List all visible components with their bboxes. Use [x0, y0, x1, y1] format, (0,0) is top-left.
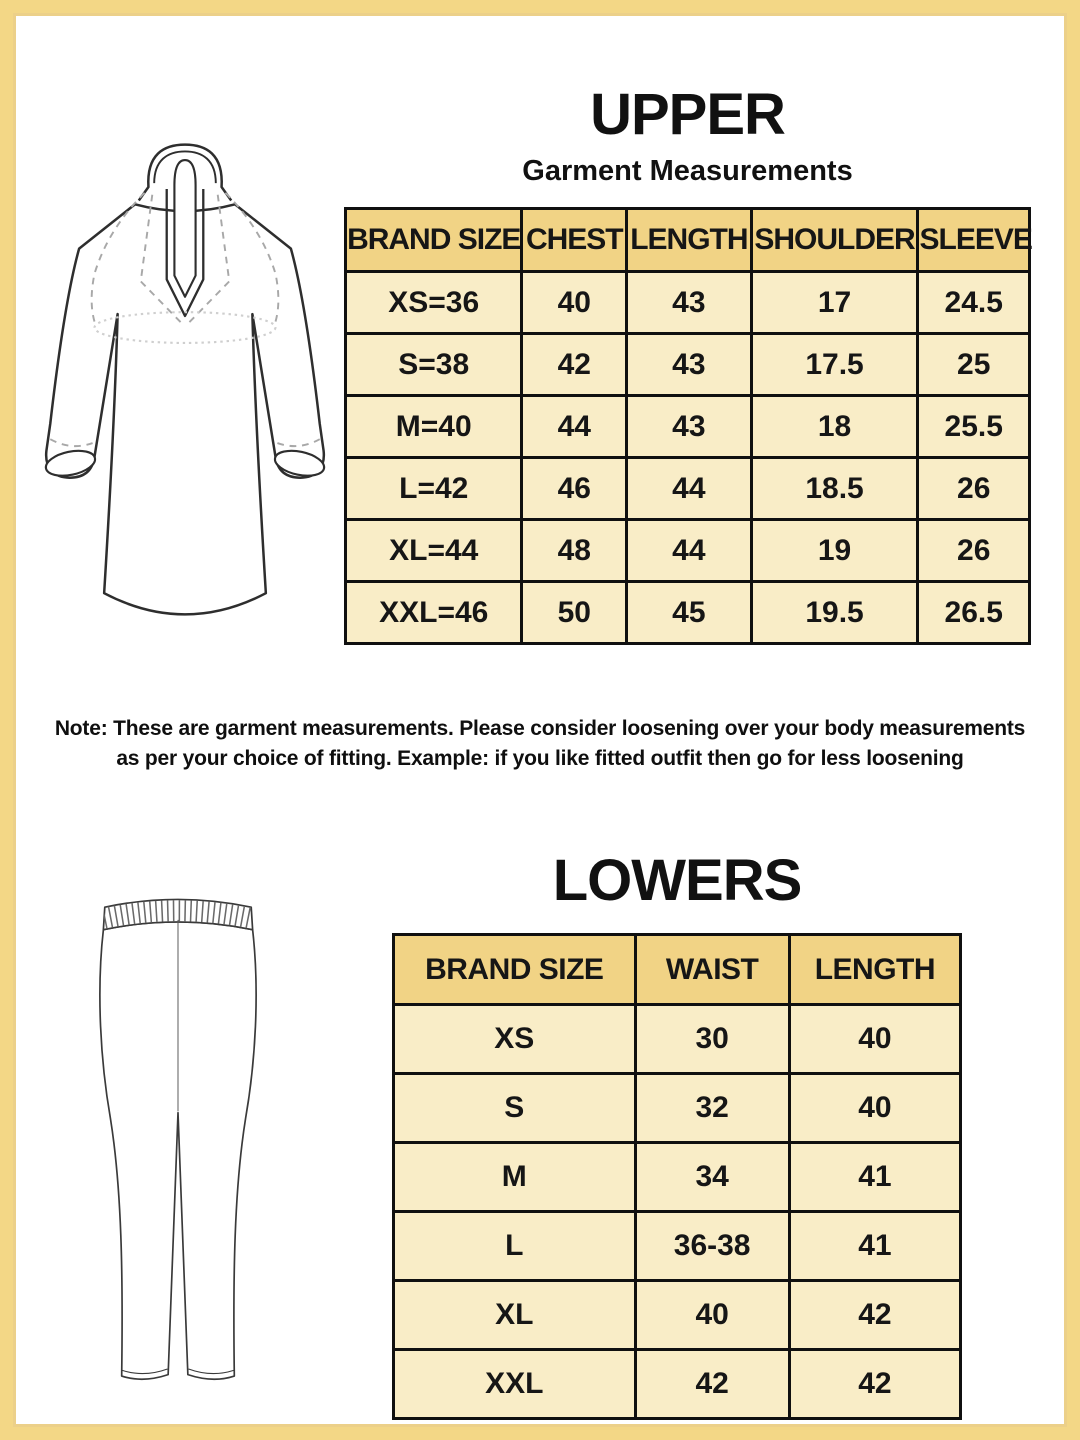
lowers-cell: 30	[635, 1005, 789, 1074]
lowers-cell: 42	[789, 1281, 960, 1350]
upper-cell: 42	[522, 334, 627, 396]
upper-cell: 26.5	[918, 582, 1030, 644]
upper-col-sleeve: SLEEVE	[918, 209, 1030, 272]
upper-cell: XXL=46	[346, 582, 522, 644]
upper-table-header-row	[346, 209, 1030, 272]
upper-cell: 17	[751, 272, 918, 334]
lowers-cell: 42	[789, 1350, 960, 1419]
upper-cell: L=42	[346, 458, 522, 520]
upper-cell: 43	[627, 272, 751, 334]
upper-cell: 25	[918, 334, 1030, 396]
upper-cell: 46	[522, 458, 627, 520]
kurta-placket-inner	[174, 160, 195, 297]
upper-cell: 19.5	[751, 582, 918, 644]
upper-section-subtitle: Garment Measurements	[522, 155, 853, 187]
measurement-note	[25, 714, 1055, 774]
lowers-cell: 40	[789, 1005, 960, 1074]
lowers-col-waist: WAIST	[635, 935, 789, 1005]
lowers-cell: XL	[394, 1281, 636, 1350]
upper-table-row	[346, 396, 1030, 458]
lowers-table-row	[394, 1212, 961, 1281]
lowers-col-length: LENGTH	[789, 935, 960, 1005]
upper-cell: 43	[627, 334, 751, 396]
lowers-cell: 41	[789, 1212, 960, 1281]
upper-cell: 18.5	[751, 458, 918, 520]
lowers-table-row	[394, 1143, 961, 1212]
lowers-cell: 40	[635, 1281, 789, 1350]
lowers-table-row	[394, 1281, 961, 1350]
upper-cell: 25.5	[918, 396, 1030, 458]
upper-cell: 45	[627, 582, 751, 644]
upper-col-brand-size: BRAND SIZE	[346, 209, 522, 272]
upper-table-row	[346, 458, 1030, 520]
lowers-table-row	[394, 1005, 961, 1074]
upper-table-row	[346, 520, 1030, 582]
lowers-cell: 36-38	[635, 1212, 789, 1281]
lowers-table-row	[394, 1350, 961, 1419]
upper-cell: 18	[751, 396, 918, 458]
upper-col-shoulder: SHOULDER	[751, 209, 918, 272]
lowers-cell: 32	[635, 1074, 789, 1143]
upper-cell: 44	[522, 396, 627, 458]
upper-cell: 24.5	[918, 272, 1030, 334]
upper-section-title: UPPER	[590, 82, 785, 147]
upper-cell: 17.5	[751, 334, 918, 396]
lowers-table-row	[394, 1074, 961, 1143]
lowers-cell: L	[394, 1212, 636, 1281]
lowers-cell: 40	[789, 1074, 960, 1143]
upper-cell: 19	[751, 520, 918, 582]
upper-cell: 44	[627, 520, 751, 582]
upper-cell: XL=44	[346, 520, 522, 582]
upper-table-row	[346, 334, 1030, 396]
upper-cell: 43	[627, 396, 751, 458]
lowers-cell: XXL	[394, 1350, 636, 1419]
kurta-sketch	[31, 129, 339, 657]
upper-cell: XS=36	[346, 272, 522, 334]
note-line-2: as per your choice of fitting. Example: if you like fitted outfit then go for less loosening	[116, 747, 964, 770]
upper-cell: 44	[627, 458, 751, 520]
upper-cell: S=38	[346, 334, 522, 396]
upper-cell: 26	[918, 520, 1030, 582]
upper-cell: M=40	[346, 396, 522, 458]
lowers-cell: 41	[789, 1143, 960, 1212]
note-line-1: Note: These are garment measurements. Please consider loosening over your body measurements	[54, 717, 1026, 740]
lowers-col-brand-size: BRAND SIZE	[394, 935, 636, 1005]
lowers-cell: 42	[635, 1350, 789, 1419]
upper-cell: 48	[522, 520, 627, 582]
lowers-cell: M	[394, 1143, 636, 1212]
lowers-measurements-table	[392, 933, 962, 1420]
upper-table-row	[346, 272, 1030, 334]
upper-col-length: LENGTH	[627, 209, 751, 272]
upper-col-chest: CHEST	[522, 209, 627, 272]
lowers-table-header-row	[394, 935, 961, 1005]
upper-cell: 50	[522, 582, 627, 644]
lowers-cell: S	[394, 1074, 636, 1143]
lowers-section-title: LOWERS	[552, 848, 802, 913]
upper-cell: 40	[522, 272, 627, 334]
upper-table-row	[346, 582, 1030, 644]
lowers-cell: XS	[394, 1005, 636, 1074]
lowers-cell: 34	[635, 1143, 789, 1212]
upper-measurements-table	[344, 207, 1031, 645]
upper-cell: 26	[918, 458, 1030, 520]
leggings-sketch	[71, 879, 285, 1407]
